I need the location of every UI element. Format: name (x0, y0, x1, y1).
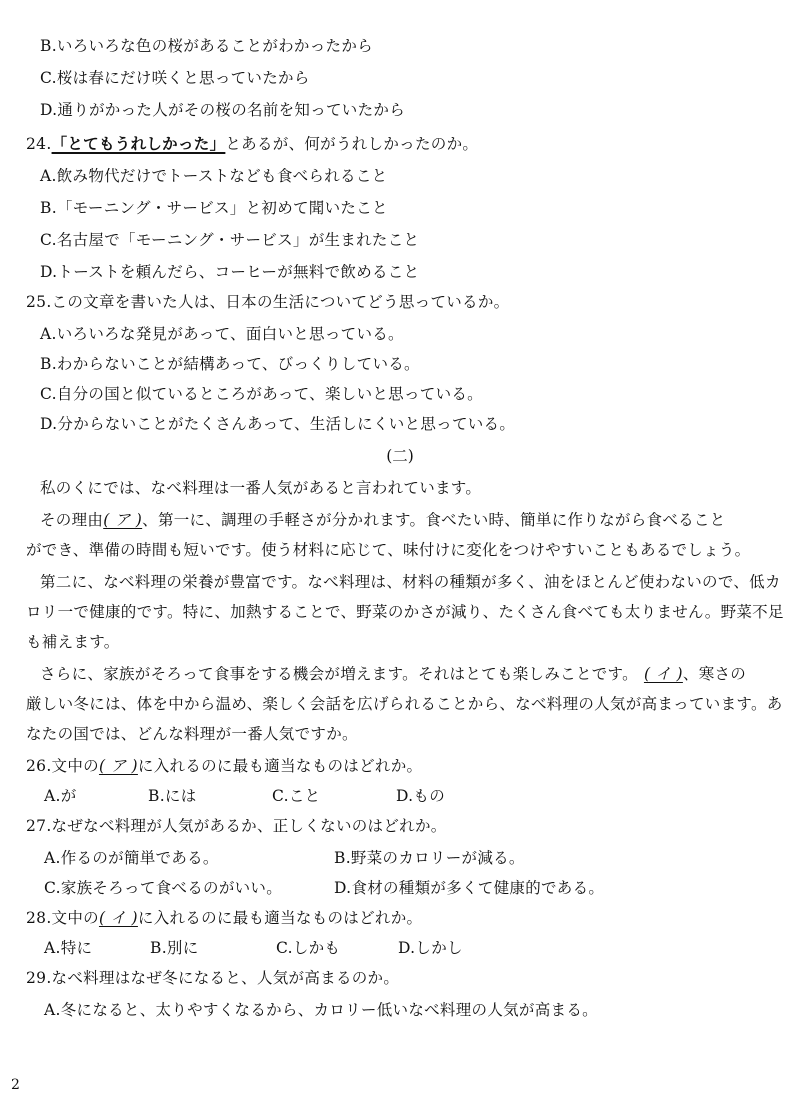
q28-option-d: D.しかし (398, 939, 463, 957)
q23-option-d: D.通りがかった人がその桜の名前を知っていたから (40, 101, 406, 119)
passage-paragraph-2-line-1 (40, 510, 726, 530)
q26-stem (26, 756, 422, 776)
passage-paragraph-3-line-1: 第二に、なべ料理の栄養が豊富です。なべ料理は、材料の種類が多く、油をほとんど使わないので、低カ (40, 573, 781, 591)
passage-p4-text-cont: 、寒さの (682, 665, 747, 683)
blank-a: ( ア ) (103, 511, 143, 529)
q25-option-b: B.わからないことが結構あって、びっくりしている。 (40, 355, 420, 373)
q24-stem-rest: とあるが、何がうれしかったのか。 (225, 135, 479, 153)
q24-option-a: A.飲み物代だけでトーストなども食べられること (40, 167, 388, 185)
blank-i: ( イ ) (643, 665, 683, 683)
q25-option-d: D.分からないことがたくさんあって、生活しにくいと思っている。 (40, 415, 516, 433)
q24-option-d: D.トーストを頼んだら、コーヒーが無料で飲めること (40, 263, 420, 281)
passage-p4-text: さらに、家族がそろって食事をする機会が増えます。それはとても楽しみことです。 (40, 665, 638, 683)
passage-paragraph-4-line-1 (40, 664, 746, 684)
q26-blank: ( ア ) (98, 757, 138, 775)
q29-stem: 29.なべ料理はなぜ冬になると、人気が高まるのか。 (26, 969, 400, 987)
passage-p2-text-cont: 、第一に、調理の手軽さが分かれます。食べたい時、簡単に作りながら食べること (142, 511, 726, 529)
q25-option-a: A.いろいろな発見があって、面白いと思っている。 (40, 325, 404, 343)
passage-paragraph-3-line-3: も補えます。 (26, 633, 120, 651)
q27-option-a: A.作るのが簡単である。 (44, 849, 219, 867)
q26-option-b: B.には (148, 787, 197, 805)
q26-option-a: A.が (44, 787, 77, 805)
q28-stem-pre: 28.文中の (26, 909, 99, 927)
q28-option-c: C.しかも (276, 939, 341, 957)
q24-option-b: B.「モーニング・サービス」と初めて聞いたこと (40, 199, 388, 217)
q25-stem: 25.この文章を書いた人は、日本の生活についてどう思っているか。 (26, 293, 510, 311)
q25-option-c: C.自分の国と似ているところがあって、楽しいと思っている。 (40, 385, 483, 403)
q27-option-c: C.家族そろって食べるのがいい。 (44, 879, 283, 897)
q27-option-d: D.食材の種類が多くて健康的である。 (334, 879, 605, 897)
page-number: 2 (11, 1077, 20, 1093)
section-heading: (二) (386, 447, 414, 465)
q23-option-c: C.桜は春にだけ咲くと思っていたから (40, 69, 310, 87)
q27-option-b: B.野菜のカロリーが減る。 (334, 849, 525, 867)
passage-paragraph-4-line-3: なたの国では、どんな料理が一番人気ですか。 (26, 725, 358, 743)
q24-stem (26, 134, 478, 154)
passage-paragraph-3-line-2: ロリ一で健康的です。特に、加熱することで、野菜のかさが減り、たくさん食べても太りません。野菜不足 (26, 603, 784, 621)
passage-p2-text: その理由 (40, 511, 104, 529)
q24-option-c: C.名古屋で「モーニング・サービス」が生まれたこと (40, 231, 420, 249)
passage-paragraph-1: 私のくにでは、なべ料理は一番人気があると言われています。 (40, 479, 482, 497)
q29-option-a: A.冬になると、太りやすくなるから、カロリー低いなべ料理の人気が高まる。 (44, 1001, 598, 1019)
q26-stem-pre: 26.文中の (26, 757, 99, 775)
q23-option-b: B.いろいろな色の桜があることがわかったから (40, 37, 373, 55)
q26-option-c: C.こと (272, 787, 321, 805)
q27-stem: 27.なぜなべ料理が人気があるか、正しくないのはどれか。 (26, 817, 447, 835)
q28-blank: ( イ ) (98, 909, 138, 927)
q28-option-a: A.特に (44, 939, 93, 957)
q24-number: 24. (26, 135, 52, 153)
q28-stem (26, 908, 422, 928)
q24-quote: 「とてもうれしかった」 (51, 134, 226, 153)
q26-option-d: D.もの (396, 787, 446, 805)
passage-paragraph-2-line-2: ができ、準備の時間も短いです。使う材料に応じて、味付けに変化をつけやすいこともあるでしょう。 (26, 541, 751, 559)
q26-stem-post: に入れるのに最も適当なものはどれか。 (137, 757, 423, 775)
passage-paragraph-4-line-2: 厳しい冬には、体を中から温め、楽しく会話を広げられることから、なべ料理の人気が高まっています。あ (26, 695, 783, 713)
q28-stem-post: に入れるのに最も適当なものはどれか。 (137, 909, 423, 927)
q28-option-b: B.別に (150, 939, 199, 957)
